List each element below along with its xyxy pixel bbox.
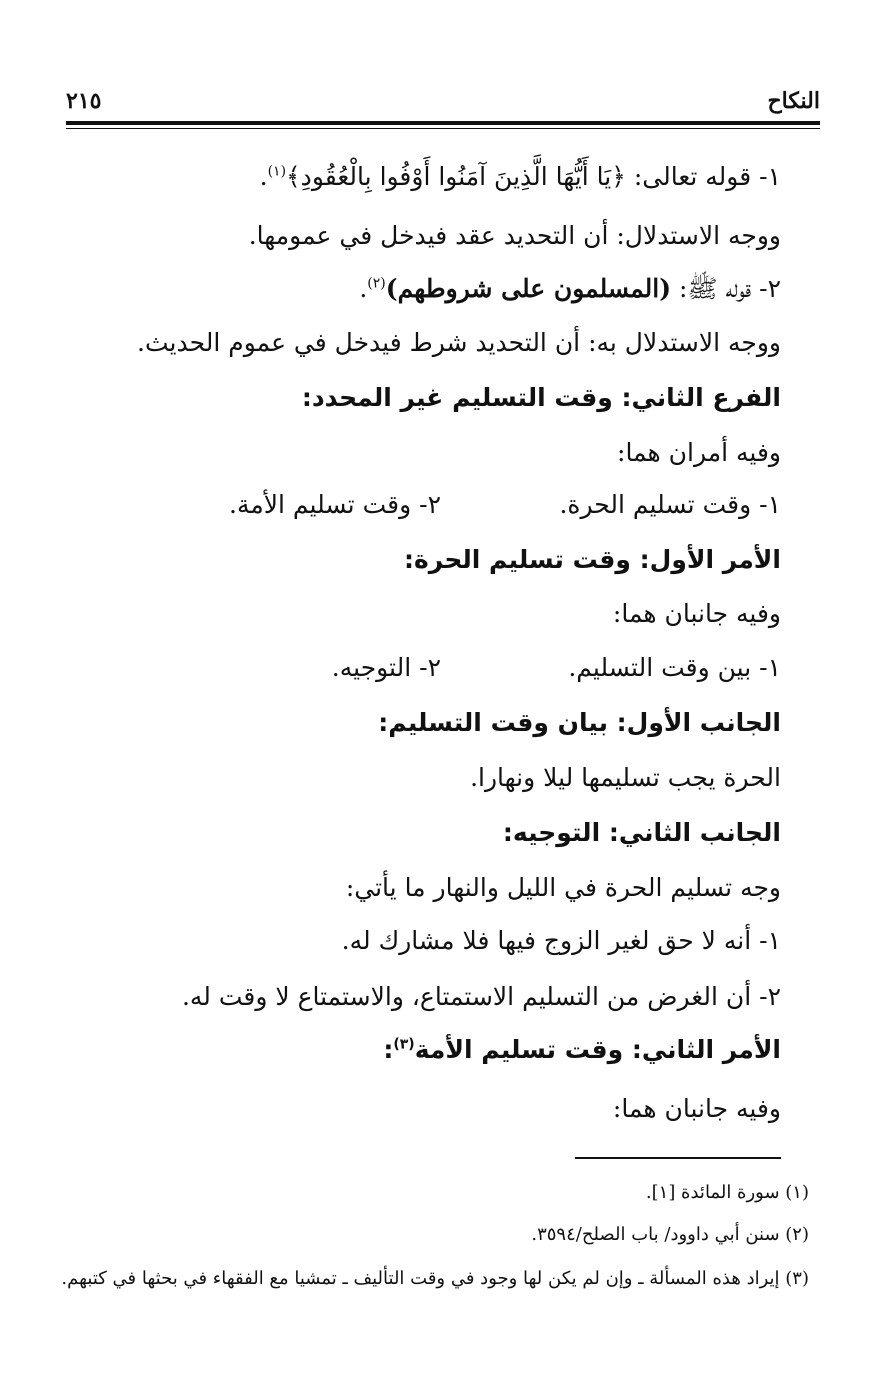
list-item: ٢- وقت تسليم الأمة. [229,490,441,519]
line-end: . [259,162,268,191]
section-heading-2: الأمر الأول: وقت تسليم الحرة: [404,545,781,574]
list-item: ٢- التوجيه. [331,653,441,682]
text-line-1 [260,160,781,194]
text-line-13: وفيه جانبان هما: [612,1094,781,1123]
hadith-intro: ٢- قوله ﷺ: [671,274,781,303]
running-header [66,88,820,120]
chapter-title: النكاح [767,88,820,114]
text-line-10: وجه تسليم الحرة في الليل والنهار ما يأتي: [345,873,781,902]
quran-quote: ١- قوله تعالى: ﴿يَا أَيُّهَا الَّذِينَ آمَنُوا أَوْفُوا بِالْعُقُودِ﴾ [286,162,781,191]
section-heading-4: الجانب الثاني: التوجيه: [502,818,781,847]
heading-end: : [383,1035,394,1064]
hadith-quote: (المسلمون على شروطهم) [385,274,672,303]
header-rule-thick [66,121,820,125]
list-item: ١- بين وقت التسليم. [568,653,781,682]
text-line-9: الحرة يجب تسليمها ليلا ونهارا. [470,763,781,792]
footnote-1: (١) سورة المائدة [١]. [645,1182,809,1203]
text-line-7: وفيه جانبان هما: [612,599,781,628]
footnote-ref-2: (٢) [367,275,386,292]
heading-text: الأمر الثاني: وقت تسليم الأمة [414,1035,781,1064]
footnote-3: (٣) إيراد هذه المسألة ـ وإن لم يكن لها وجود في وقت التأليف ـ تمشيا مع الفقهاء في بحثها في كتبهم. [61,1268,809,1289]
text-line-12: ٢- أن الغرض من التسليم الاستمتاع، والاستمتاع لا وقت له. [181,982,781,1011]
list-item: ١- وقت تسليم الحرة. [559,490,781,519]
text-line-3 [359,272,781,306]
section-heading-5 [383,1033,781,1067]
page-number: ٢١٥ [66,88,102,114]
header-rule-thin [66,128,820,129]
footnote-ref-3: (٣) [393,1036,415,1053]
section-heading-1: الفرع الثاني: وقت التسليم غير المحدد: [301,383,781,412]
text-line-11: ١- أنه لا حق لغير الزوج فيها فلا مشارك له. [341,926,781,955]
text-line-4: ووجه الاستدلال به: أن التحديد شرط فيدخل في عموم الحديث. [137,328,781,357]
footnote-separator [575,1157,781,1159]
section-heading-3: الجانب الأول: بيان وقت التسليم: [378,708,781,737]
text-line-2: ووجه الاستدلال: أن التحديد عقد فيدخل في عمومها. [248,221,781,250]
line-end: . [359,274,368,303]
footnote-ref-1: (١) [267,163,287,180]
footnote-2: (٢) سنن أبي داوود/ باب الصلح/٣٥٩٤. [531,1224,809,1245]
text-line-5: وفيه أمران هما: [617,438,781,467]
